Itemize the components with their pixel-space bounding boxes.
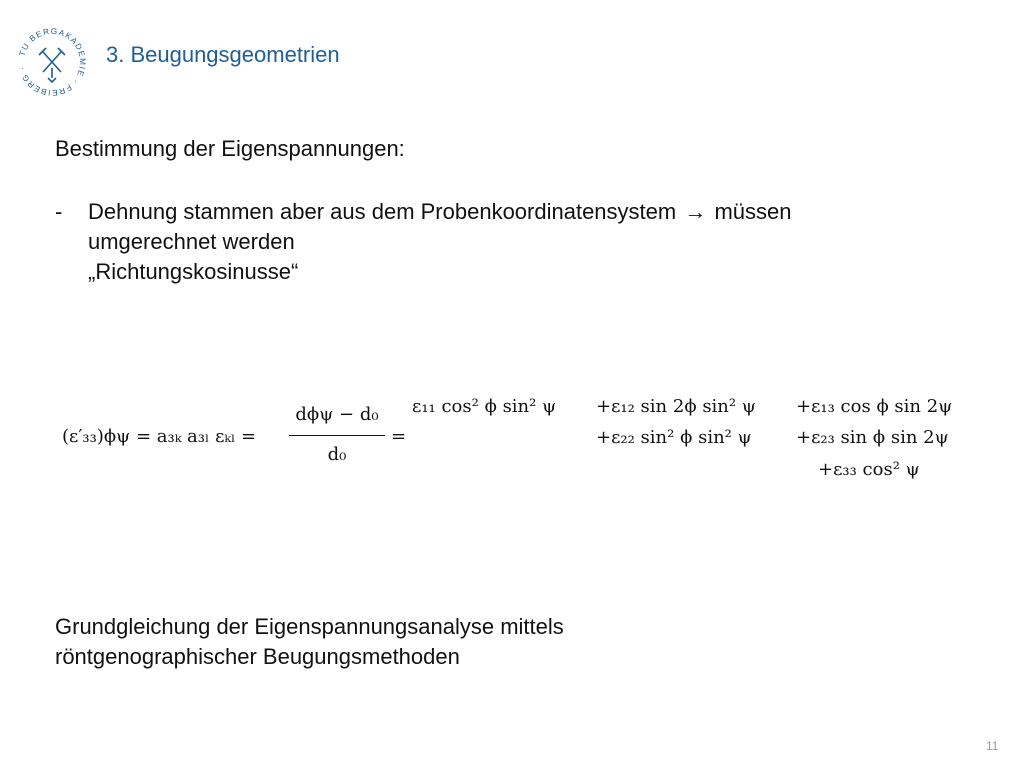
bullet-text-line3: „Richtungskosinusse“ — [88, 259, 299, 284]
university-logo — [14, 24, 90, 100]
right-arrow-icon: → — [684, 199, 707, 224]
equation-term-eps13: +ε₁₃ cos ϕ sin 2ψ — [796, 396, 953, 417]
equation-term-eps12: +ε₁₂ sin 2ϕ sin² ψ — [596, 396, 756, 417]
equation-term-eps33: +ε₃₃ cos² ψ — [818, 459, 920, 480]
fraction-denominator: d₀ — [327, 444, 347, 465]
footer-caption — [55, 612, 564, 672]
equation-fraction — [287, 404, 387, 474]
footer-line2: röntgenographischer Beugungsmethoden — [55, 644, 460, 669]
equation-term-eps23: +ε₂₃ sin ϕ sin 2ψ — [796, 427, 949, 448]
fraction-numerator: dϕψ − d₀ — [295, 404, 379, 425]
bullet-text-part1: Dehnung stammen aber aus dem Probenkoordinatensystem — [88, 199, 677, 224]
bullet-text-part2: müssen — [714, 199, 792, 224]
bullet-text-line2: umgerechnet werden — [88, 229, 295, 254]
page-number: 11 — [986, 739, 999, 753]
equation-term-eps11: ε₁₁ cos² ϕ sin² ψ — [412, 396, 557, 417]
equation-equals: = — [391, 426, 407, 447]
fraction-bar — [289, 435, 385, 436]
hammer-and-pick-icon — [39, 48, 65, 82]
equation-term-eps22: +ε₂₂ sin² ϕ sin² ψ — [596, 427, 752, 448]
footer-line1: Grundgleichung der Eigenspannungsanalyse mittels — [55, 614, 564, 639]
bullet-dash: - — [55, 199, 63, 224]
section-heading: Bestimmung der Eigenspannungen: — [55, 136, 405, 161]
slide-title: 3. Beugungsgeometrien — [106, 42, 340, 67]
logo-ring-text: TU BERGAKADEMIE · FREIBERG · — [17, 26, 88, 98]
equation-lhs: (ε′₃₃)ϕψ = a₃ₖ a₃ₗ εₖₗ = — [62, 426, 257, 447]
